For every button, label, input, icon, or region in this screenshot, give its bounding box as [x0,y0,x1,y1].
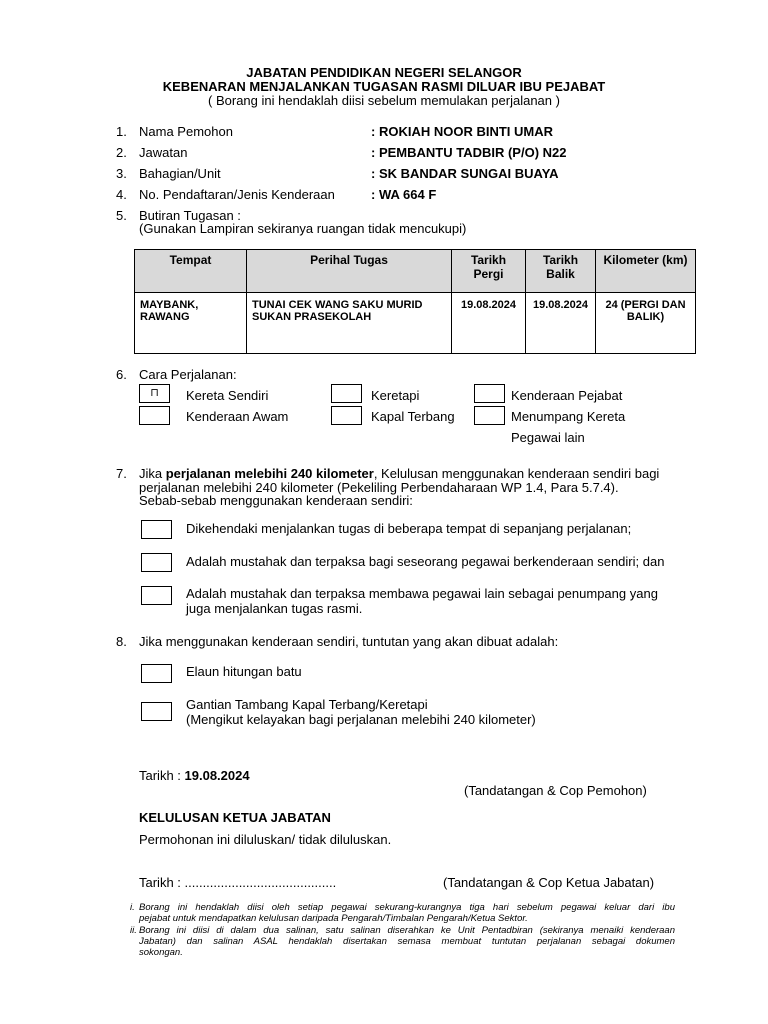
section7-intro [139,466,675,481]
checkbox-ride-along[interactable] [474,406,505,425]
footnote-text: Borang ini hendaklah diisi oleh setiap pegawai sekurang-kurangnya tiga hari sebelum pegawai keluar dari ibu [139,902,675,913]
footnote-marker: i. [130,902,135,913]
field-value-unit[interactable]: : SK BANDAR SUNGAI BUAYA [371,166,559,181]
table-cell-return-date[interactable]: 19.08.2024 [526,293,596,354]
table-cell-place[interactable]: MAYBANK, RAWANG [135,293,247,354]
section-title-travel-mode: Cara Perjalanan: [139,367,237,382]
date-label: Tarikh : [139,768,185,783]
section7-line: Sebab-sebab menggunakan kenderaan sendiri: [139,493,413,508]
claim-label: (Mengikut kelayakan bagi perjalanan melebihi 240 kilometer) [186,712,536,727]
field-label-name: Nama Pemohon [139,124,233,139]
approval-date-line: Tarikh : .......................................... [139,875,337,890]
task-details-table [134,249,696,354]
field-label-position: Jawatan [139,145,188,160]
option-label: Kereta Sendiri [186,388,269,403]
check-mark-icon: ⊓ [150,387,159,399]
field-number: 2. [116,145,127,160]
table-cell-task[interactable]: TUNAI CEK WANG SAKU MURID SUKAN PRASEKOLAH [247,293,452,354]
approval-title: KELULUSAN KETUA JABATAN [139,810,331,825]
option-label: Kapal Terbang [371,409,455,424]
table-header: Kilometer (km) [596,250,696,293]
checkbox-airplane[interactable] [331,406,362,425]
reason-label: juga menjalankan tugas rasmi. [186,601,363,616]
section-number: 6. [116,367,127,382]
field-number: 1. [116,124,127,139]
approval-text: Permohonan ini diluluskan/ tidak diluluskan. [139,832,392,847]
checkbox-public-transport[interactable] [139,406,170,425]
footnote-text: pejabat untuk mendapatkan kelulusan daripada Pengarah/Timbalan Pengarah/Ketua Sektor. [139,913,528,924]
table-row [135,293,696,354]
form-subtitle: ( Borang ini hendaklah diisi sebelum memulakan perjalanan ) [208,93,560,108]
field-value-vehicle[interactable]: : WA 664 F [371,187,437,202]
reason-label: Dikehendaki menjalankan tugas di beberapa tempat di sepanjang perjalanan; [186,521,632,536]
checkbox-reason-own-vehicle[interactable] [141,553,172,572]
section-title-claim: Jika menggunakan kenderaan sendiri, tuntutan yang akan dibuat adalah: [139,634,559,649]
option-label: Pegawai lain [511,430,585,445]
section-number: 8. [116,634,127,649]
head-signature-label: (Tandatangan & Cop Ketua Jabatan) [443,875,655,890]
footnote-text: Jabatan) dan salinan ASAL hendaklah disertakan semasa membuat tuntutan perjalanan sebagai dokumen [139,936,675,947]
checkbox-own-car[interactable] [139,384,170,403]
option-label: Menumpang Kereta [511,409,626,424]
section7-line: perjalanan melebihi 240 kilometer (Pekeliling Perbendaharaan WP 1.4, Para 5.7.4). [139,480,619,495]
date-value[interactable]: 19.08.2024 [184,768,250,783]
section-number: 5. [116,208,127,223]
section-title-task: Butiran Tugasan : [139,208,241,223]
applicant-signature-label: (Tandatangan & Cop Pemohon) [464,783,647,798]
table-cell-kilometer[interactable]: 24 (PERGI DAN BALIK) [596,293,696,354]
checkbox-fare-replacement[interactable] [141,702,172,721]
form-title-department: JABATAN PENDIDIKAN NEGERI SELANGOR [246,65,522,80]
footnote-marker: ii. [130,925,137,936]
form-title-main: KEBENARAN MENJALANKAN TUGASAN RASMI DILUAR IBU PEJABAT [162,79,606,94]
section-number: 7. [116,466,127,481]
section-note: (Gunakan Lampiran sekiranya ruangan tidak mencukupi) [139,221,467,236]
checkbox-train[interactable] [331,384,362,403]
checkbox-reason-multiple-places[interactable] [141,520,172,539]
table-header: Tempat [135,250,247,293]
option-label: Kenderaan Pejabat [511,388,623,403]
date-row [139,768,250,783]
field-value-name[interactable]: : ROKIAH NOOR BINTI UMAR [371,124,553,139]
table-header: Tarikh Balik [526,250,596,293]
footnote-text: sokongan. [139,947,183,958]
table-header: Perihal Tugas [247,250,452,293]
claim-label: Gantian Tambang Kapal Terbang/Keretapi [186,697,428,712]
intro-text-bold: perjalanan melebihi 240 kilometer [165,466,374,481]
checkbox-reason-passenger[interactable] [141,586,172,605]
field-value-position[interactable]: : PEMBANTU TADBIR (P/O) N22 [371,145,567,160]
field-label-unit: Bahagian/Unit [139,166,221,181]
intro-text: , Kelulusan menggunakan kenderaan sendiri bagi [373,466,660,481]
field-label-vehicle: No. Pendaftaran/Jenis Kenderaan [139,187,335,202]
checkbox-mileage-allowance[interactable] [141,664,172,683]
reason-label: Adalah mustahak dan terpaksa bagi seseorang pegawai berkenderaan sendiri; dan [186,554,665,569]
option-label: Kenderaan Awam [186,409,289,424]
intro-text: Jika [139,466,166,481]
claim-label: Elaun hitungan batu [186,664,302,679]
checkbox-office-vehicle[interactable] [474,384,505,403]
field-number: 4. [116,187,127,202]
option-label: Keretapi [371,388,420,403]
reason-label: Adalah mustahak dan terpaksa membawa pegawai lain sebagai penumpang yang [186,586,658,601]
field-number: 3. [116,166,127,181]
footnote-text: Borang ini diisi di dalam dua salinan, satu salinan diserahkan ke Unit Pentadbiran (sekiranya menaiki kenderaan [139,925,675,936]
table-cell-depart-date[interactable]: 19.08.2024 [452,293,526,354]
table-header: Tarikh Pergi [452,250,526,293]
